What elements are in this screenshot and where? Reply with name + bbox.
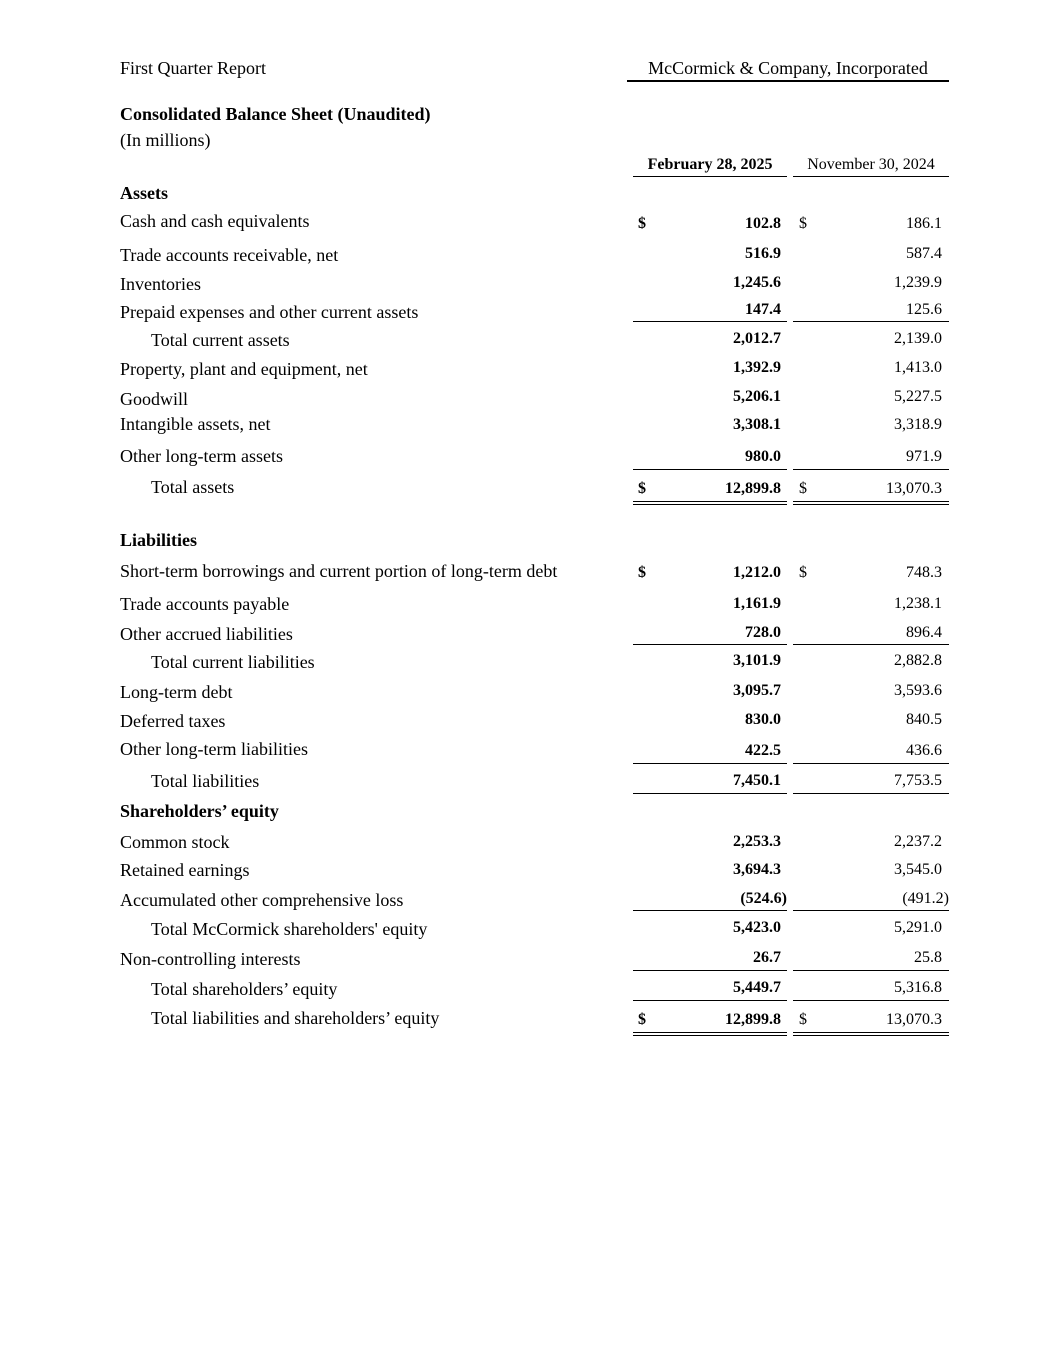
subtotal-rule <box>633 793 787 794</box>
value-current: 26.7 <box>753 949 781 966</box>
row-label: Goodwill <box>120 389 189 409</box>
subtotal-rule <box>793 793 949 794</box>
column-header-prior: November 30, 2024 <box>793 156 949 177</box>
value-prior: 7,753.5 <box>894 772 942 789</box>
value-prior: 2,882.8 <box>894 652 942 669</box>
row-label: Cash and cash equivalents <box>120 211 310 231</box>
value-prior: 3,593.6 <box>894 682 942 699</box>
subtotal-rule <box>633 469 787 470</box>
subtotal-rule <box>793 1000 949 1001</box>
value-prior: 25.8 <box>914 949 942 966</box>
row-label-total: Total liabilities and shareholders’ equity <box>151 1008 440 1028</box>
statement-units: (In millions) <box>120 130 211 150</box>
row-label: Deferred taxes <box>120 711 226 731</box>
value-prior: 125.6 <box>906 301 942 318</box>
row-label-total: Total current assets <box>151 330 290 350</box>
value-current: 830.0 <box>745 711 781 728</box>
row-label: Trade accounts payable <box>120 594 290 614</box>
subtotal-rule <box>633 910 787 911</box>
row-label: Trade accounts receivable, net <box>120 245 339 265</box>
value-current: 5,206.1 <box>733 388 781 405</box>
value-current: 12,899.8 <box>725 480 781 497</box>
value-current: 3,308.1 <box>733 416 781 433</box>
row-label: Other long-term assets <box>120 446 283 466</box>
row-label: Retained earnings <box>120 860 250 880</box>
value-current: 2,253.3 <box>733 833 781 850</box>
subtotal-rule <box>793 644 949 645</box>
value-prior: 5,316.8 <box>894 979 942 996</box>
subtotal-rule <box>793 469 949 470</box>
value-current: 147.4 <box>745 301 781 318</box>
row-label-total: Total liabilities <box>151 771 260 791</box>
subtotal-rule <box>633 1000 787 1001</box>
value-prior: 1,238.1 <box>894 595 942 612</box>
row-label-total: Total assets <box>151 477 235 497</box>
value-prior: 13,070.3 <box>886 480 942 497</box>
row-label: Other accrued liabilities <box>120 624 293 644</box>
subtotal-rule <box>793 970 949 971</box>
row-label: Short-term borrowings and current portion of long-term debt <box>120 561 558 581</box>
total-double-rule <box>793 501 949 505</box>
subtotal-rule <box>793 321 949 322</box>
value-prior: 1,239.9 <box>894 274 942 291</box>
value-prior: 5,227.5 <box>894 388 942 405</box>
row-label-total: Total current liabilities <box>151 652 315 672</box>
value-current: 728.0 <box>745 624 781 641</box>
currency-symbol: $ <box>799 480 807 497</box>
subtotal-rule <box>793 910 949 911</box>
value-prior: 186.1 <box>906 215 942 232</box>
statement-title: Consolidated Balance Sheet (Unaudited) <box>120 104 431 124</box>
row-label: Non-controlling interests <box>120 949 301 969</box>
value-current: 2,012.7 <box>733 330 781 347</box>
value-current: 3,101.9 <box>733 652 781 669</box>
column-header-current: February 28, 2025 <box>633 156 787 177</box>
subtotal-rule <box>633 644 787 645</box>
value-current: (524.6) <box>740 890 787 907</box>
row-label: Long-term debt <box>120 682 233 702</box>
total-double-rule <box>633 501 787 505</box>
currency-symbol: $ <box>799 1011 807 1028</box>
value-prior: 3,545.0 <box>894 861 942 878</box>
total-double-rule <box>793 1032 949 1036</box>
row-label: Common stock <box>120 832 230 852</box>
row-label: Accumulated other comprehensive loss <box>120 890 404 910</box>
value-prior: 2,139.0 <box>894 330 942 347</box>
subtotal-rule <box>793 763 949 764</box>
currency-symbol: $ <box>799 564 807 581</box>
value-current: 102.8 <box>745 215 781 232</box>
row-label: Other long-term liabilities <box>120 739 308 759</box>
row-label: Prepaid expenses and other current assets <box>120 302 419 322</box>
report-label: First Quarter Report <box>120 58 266 78</box>
value-current: 980.0 <box>745 448 781 465</box>
currency-symbol: $ <box>638 215 646 232</box>
value-prior: (491.2) <box>902 890 949 907</box>
section-liabilities: Liabilities <box>120 530 198 550</box>
value-prior: 1,413.0 <box>894 359 942 376</box>
value-prior: 971.9 <box>906 448 942 465</box>
subtotal-rule <box>633 763 787 764</box>
value-prior: 840.5 <box>906 711 942 728</box>
value-current: 3,694.3 <box>733 861 781 878</box>
row-label: Property, plant and equipment, net <box>120 359 368 379</box>
value-current: 12,899.8 <box>725 1011 781 1028</box>
total-double-rule <box>633 1032 787 1036</box>
value-current: 516.9 <box>745 245 781 262</box>
value-prior: 436.6 <box>906 742 942 759</box>
value-prior: 748.3 <box>906 564 942 581</box>
value-prior: 3,318.9 <box>894 416 942 433</box>
row-label-total: Total shareholders’ equity <box>151 979 338 999</box>
value-current: 1,161.9 <box>733 595 781 612</box>
currency-symbol: $ <box>638 564 646 581</box>
row-label: Intangible assets, net <box>120 414 271 434</box>
section-assets: Assets <box>120 183 168 203</box>
value-prior: 13,070.3 <box>886 1011 942 1028</box>
value-prior: 896.4 <box>906 624 942 641</box>
currency-symbol: $ <box>799 215 807 232</box>
subtotal-rule <box>633 970 787 971</box>
value-current: 5,423.0 <box>733 919 781 936</box>
currency-symbol: $ <box>638 480 646 497</box>
value-current: 1,212.0 <box>733 564 781 581</box>
value-current: 5,449.7 <box>733 979 781 996</box>
value-current: 7,450.1 <box>733 772 781 789</box>
company-name: McCormick & Company, Incorporated <box>627 58 949 82</box>
section-equity: Shareholders’ equity <box>120 801 279 821</box>
row-label: Inventories <box>120 274 201 294</box>
value-current: 1,245.6 <box>733 274 781 291</box>
value-current: 422.5 <box>745 742 781 759</box>
row-label-total: Total McCormick shareholders' equity <box>151 919 428 939</box>
value-current: 1,392.9 <box>733 359 781 376</box>
value-prior: 2,237.2 <box>894 833 942 850</box>
currency-symbol: $ <box>638 1011 646 1028</box>
value-prior: 5,291.0 <box>894 919 942 936</box>
value-prior: 587.4 <box>906 245 942 262</box>
subtotal-rule <box>633 321 787 322</box>
value-current: 3,095.7 <box>733 682 781 699</box>
